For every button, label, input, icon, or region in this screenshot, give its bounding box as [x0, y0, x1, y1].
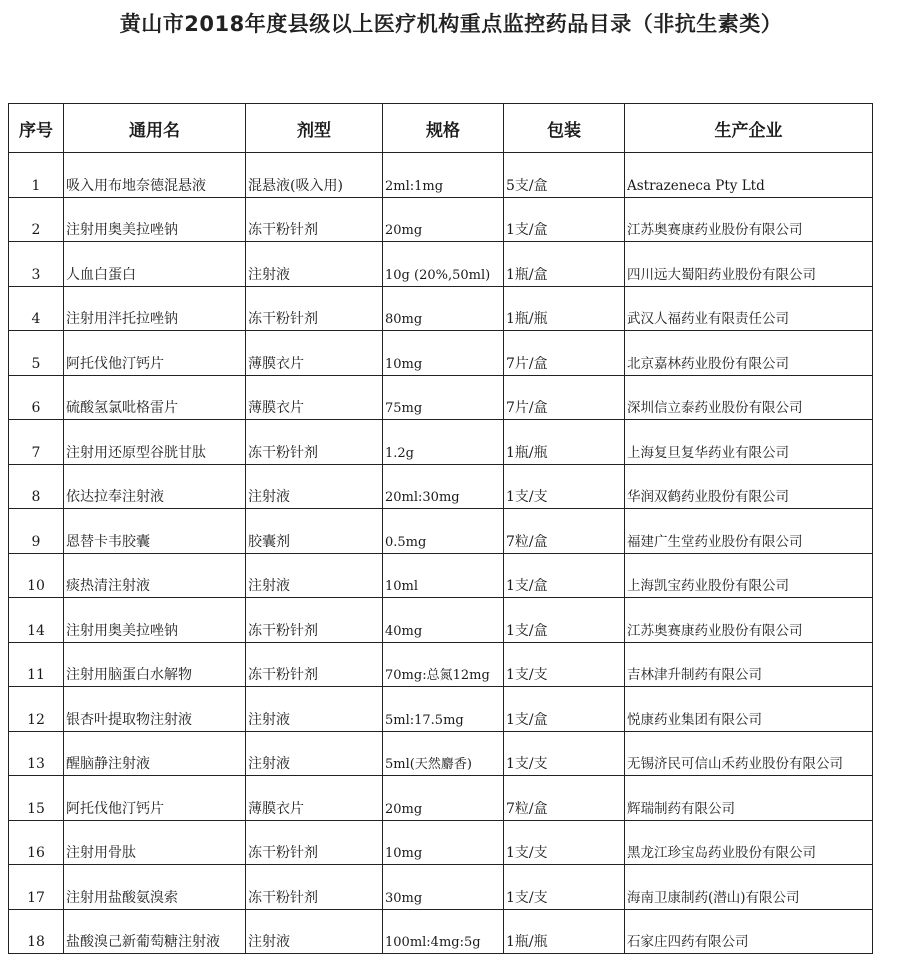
- table-header-row: [9, 104, 873, 153]
- cell-seq: 2: [9, 197, 64, 242]
- cell-pack: 5支/盒: [504, 153, 625, 198]
- cell-form: 薄膜衣片: [246, 331, 383, 376]
- cell-maker: 四川远大蜀阳药业股份有限公司: [625, 242, 873, 287]
- cell-form: 冻干粉针剂: [246, 286, 383, 331]
- cell-seq: 3: [9, 242, 64, 287]
- cell-seq: 16: [9, 820, 64, 865]
- cell-name: 注射用还原型谷胱甘肽: [64, 420, 246, 465]
- table-row: [9, 731, 873, 776]
- table-row: [9, 909, 873, 954]
- cell-maker: 福建广生堂药业股份有限公司: [625, 509, 873, 554]
- table-row: [9, 464, 873, 509]
- cell-form: 注射液: [246, 731, 383, 776]
- cell-spec: 30mg: [383, 865, 504, 910]
- cell-maker: 江苏奥赛康药业股份有限公司: [625, 197, 873, 242]
- cell-name: 吸入用布地奈德混悬液: [64, 153, 246, 198]
- table-row: [9, 286, 873, 331]
- cell-form: 冻干粉针剂: [246, 598, 383, 643]
- cell-form: 薄膜衣片: [246, 375, 383, 420]
- table-row: [9, 420, 873, 465]
- cell-form: 注射液: [246, 909, 383, 954]
- drug-table: [8, 103, 873, 954]
- cell-seq: 14: [9, 598, 64, 643]
- table-row: [9, 687, 873, 732]
- cell-name: 注射用奥美拉唑钠: [64, 598, 246, 643]
- cell-name: 注射用盐酸氨溴索: [64, 865, 246, 910]
- cell-name: 银杏叶提取物注射液: [64, 687, 246, 732]
- header-form: 剂型: [246, 104, 383, 153]
- cell-form: 冻干粉针剂: [246, 197, 383, 242]
- cell-spec: 70mg:总氮12mg: [383, 642, 504, 687]
- cell-form: 冻干粉针剂: [246, 420, 383, 465]
- cell-maker: 辉瑞制药有限公司: [625, 776, 873, 821]
- cell-name: 硫酸氢氯吡格雷片: [64, 375, 246, 420]
- cell-pack: 1瓶/盒: [504, 242, 625, 287]
- cell-seq: 10: [9, 553, 64, 598]
- table-row: [9, 331, 873, 376]
- cell-maker: 吉林津升制药有限公司: [625, 642, 873, 687]
- header-maker: 生产企业: [625, 104, 873, 153]
- table-row: [9, 820, 873, 865]
- cell-seq: 15: [9, 776, 64, 821]
- cell-seq: 5: [9, 331, 64, 376]
- cell-spec: 5ml(天然麝香): [383, 731, 504, 776]
- cell-spec: 75mg: [383, 375, 504, 420]
- header-spec: 规格: [383, 104, 504, 153]
- table-row: [9, 242, 873, 287]
- cell-maker: 武汉人福药业有限责任公司: [625, 286, 873, 331]
- table-row: [9, 598, 873, 643]
- cell-name: 注射用脑蛋白水解物: [64, 642, 246, 687]
- cell-spec: 40mg: [383, 598, 504, 643]
- header-seq: 序号: [9, 104, 64, 153]
- document-title: 黄山市2018年度县级以上医疗机构重点监控药品目录（非抗生素类）: [119, 12, 783, 36]
- cell-pack: 1支/盒: [504, 598, 625, 643]
- table-row: [9, 865, 873, 910]
- cell-pack: 1支/支: [504, 464, 625, 509]
- cell-maker: 黑龙江珍宝岛药业股份有限公司: [625, 820, 873, 865]
- cell-maker: 上海复旦复华药业有限公司: [625, 420, 873, 465]
- cell-seq: 12: [9, 687, 64, 732]
- cell-pack: 1支/支: [504, 642, 625, 687]
- cell-form: 混悬液(吸入用): [246, 153, 383, 198]
- cell-name: 痰热清注射液: [64, 553, 246, 598]
- cell-seq: 17: [9, 865, 64, 910]
- cell-form: 注射液: [246, 242, 383, 287]
- cell-maker: 华润双鹤药业股份有限公司: [625, 464, 873, 509]
- cell-form: 注射液: [246, 687, 383, 732]
- cell-maker: 江苏奥赛康药业股份有限公司: [625, 598, 873, 643]
- cell-pack: 7粒/盒: [504, 776, 625, 821]
- cell-name: 醒脑静注射液: [64, 731, 246, 776]
- cell-maker: 上海凯宝药业股份有限公司: [625, 553, 873, 598]
- cell-pack: 1支/盒: [504, 687, 625, 732]
- cell-maker: 深圳信立泰药业股份有限公司: [625, 375, 873, 420]
- table-body: [9, 153, 873, 954]
- header-pack: 包装: [504, 104, 625, 153]
- cell-form: 冻干粉针剂: [246, 642, 383, 687]
- cell-spec: 10mg: [383, 820, 504, 865]
- cell-seq: 9: [9, 509, 64, 554]
- cell-seq: 8: [9, 464, 64, 509]
- cell-pack: 1支/支: [504, 820, 625, 865]
- cell-maker: 海南卫康制药(潜山)有限公司: [625, 865, 873, 910]
- cell-spec: 20mg: [383, 197, 504, 242]
- cell-spec: 80mg: [383, 286, 504, 331]
- cell-name: 注射用奥美拉唑钠: [64, 197, 246, 242]
- cell-pack: 1瓶/瓶: [504, 286, 625, 331]
- cell-pack: 1瓶/瓶: [504, 909, 625, 954]
- table-row: [9, 776, 873, 821]
- cell-pack: 1支/支: [504, 731, 625, 776]
- cell-seq: 7: [9, 420, 64, 465]
- cell-form: 注射液: [246, 464, 383, 509]
- cell-spec: 20ml:30mg: [383, 464, 504, 509]
- cell-form: 注射液: [246, 553, 383, 598]
- table-row: [9, 509, 873, 554]
- cell-pack: 7片/盒: [504, 331, 625, 376]
- cell-spec: 10mg: [383, 331, 504, 376]
- table-row: [9, 642, 873, 687]
- cell-spec: 100ml:4mg:5g: [383, 909, 504, 954]
- cell-name: 注射用骨肽: [64, 820, 246, 865]
- cell-form: 冻干粉针剂: [246, 820, 383, 865]
- cell-pack: 1支/盒: [504, 553, 625, 598]
- cell-name: 人血白蛋白: [64, 242, 246, 287]
- cell-form: 薄膜衣片: [246, 776, 383, 821]
- cell-maker: 北京嘉林药业股份有限公司: [625, 331, 873, 376]
- cell-spec: 5ml:17.5mg: [383, 687, 504, 732]
- cell-maker: 悦康药业集团有限公司: [625, 687, 873, 732]
- cell-form: 冻干粉针剂: [246, 865, 383, 910]
- cell-seq: 6: [9, 375, 64, 420]
- cell-maker: Astrazeneca Pty Ltd: [625, 153, 873, 198]
- cell-pack: 1瓶/瓶: [504, 420, 625, 465]
- cell-pack: 1支/盒: [504, 197, 625, 242]
- cell-spec: 0.5mg: [383, 509, 504, 554]
- table-row: [9, 153, 873, 198]
- cell-seq: 1: [9, 153, 64, 198]
- cell-maker: 无锡济民可信山禾药业股份有限公司: [625, 731, 873, 776]
- cell-spec: 20mg: [383, 776, 504, 821]
- table-row: [9, 553, 873, 598]
- table-row: [9, 375, 873, 420]
- cell-name: 注射用泮托拉唑钠: [64, 286, 246, 331]
- cell-maker: 石家庄四药有限公司: [625, 909, 873, 954]
- cell-pack: 7粒/盒: [504, 509, 625, 554]
- table-row: [9, 197, 873, 242]
- cell-pack: 7片/盒: [504, 375, 625, 420]
- cell-pack: 1支/支: [504, 865, 625, 910]
- cell-seq: 11: [9, 642, 64, 687]
- cell-name: 阿托伐他汀钙片: [64, 776, 246, 821]
- cell-form: 胶囊剂: [246, 509, 383, 554]
- cell-spec: 1.2g: [383, 420, 504, 465]
- cell-seq: 13: [9, 731, 64, 776]
- cell-name: 盐酸溴己新葡萄糖注射液: [64, 909, 246, 954]
- cell-name: 恩替卡韦胶囊: [64, 509, 246, 554]
- cell-spec: 10g (20%,50ml): [383, 242, 504, 287]
- header-name: 通用名: [64, 104, 246, 153]
- cell-seq: 4: [9, 286, 64, 331]
- cell-spec: 10ml: [383, 553, 504, 598]
- cell-seq: 18: [9, 909, 64, 954]
- cell-spec: 2ml:1mg: [383, 153, 504, 198]
- cell-name: 阿托伐他汀钙片: [64, 331, 246, 376]
- cell-name: 依达拉奉注射液: [64, 464, 246, 509]
